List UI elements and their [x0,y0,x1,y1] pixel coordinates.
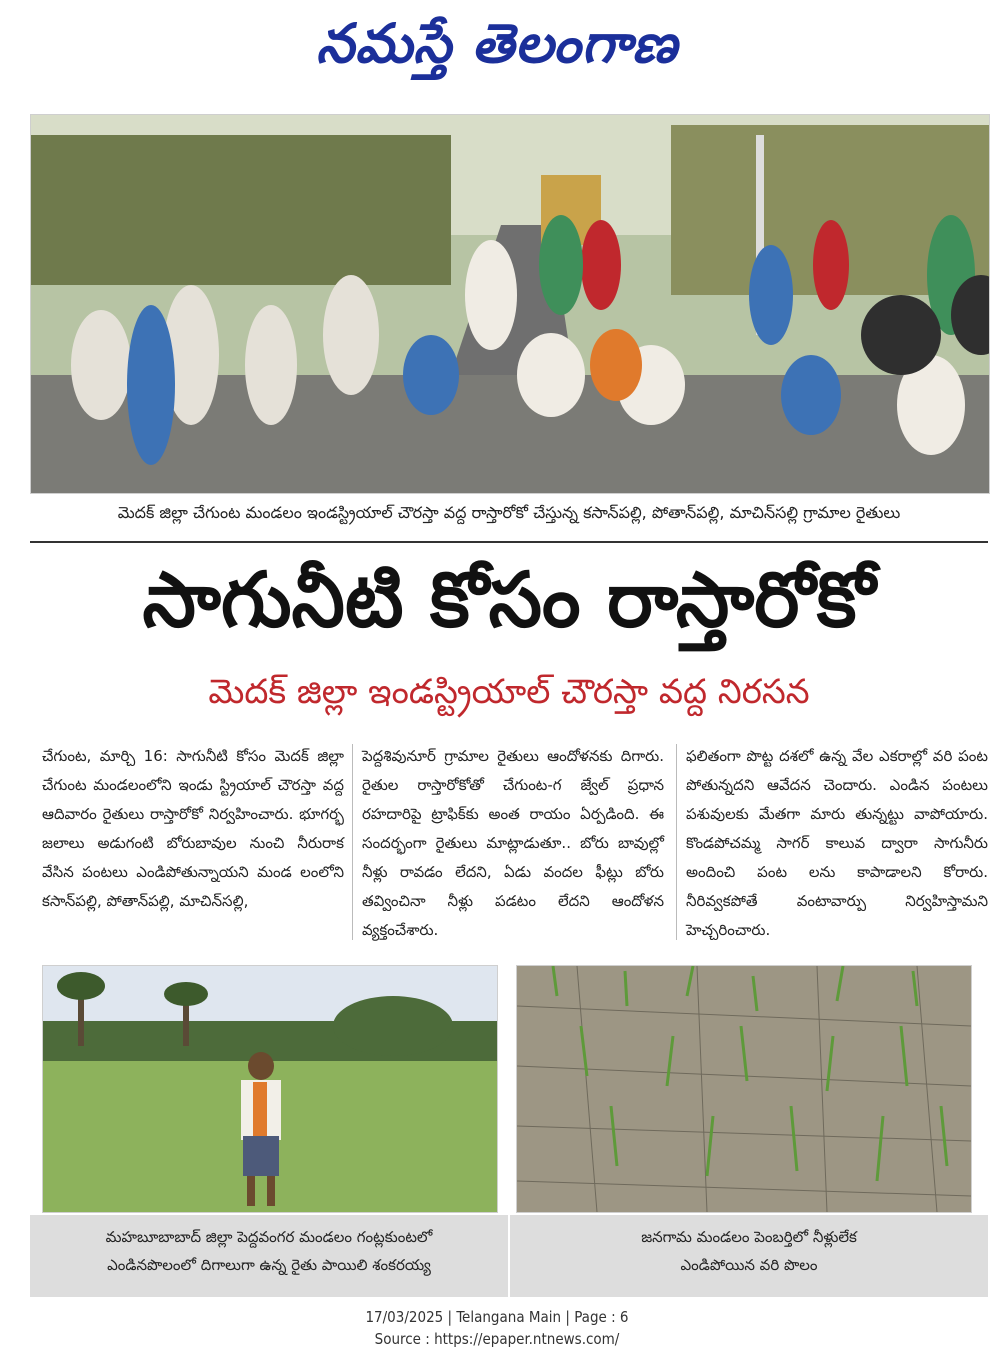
caption-line: ఎండినపొలంలో దిగాలుగా ఉన్న రైతు పాయిలి శంకరయ్య [107,1256,431,1274]
column-divider [676,744,677,940]
farmer-photo-caption [30,1215,508,1297]
dry-paddy-field-photo [516,965,972,1213]
edition-info: 17/03/2025 | Telangana Main | Page : 6 [365,1308,629,1326]
protest-photo [30,114,990,494]
caption-line: ఎండిపోయిన వరి పొలం [680,1256,818,1274]
caption-line: జనగామ మండలం పెంబర్తిలో నీళ్లులేక [641,1228,857,1246]
caption-line: మహబూబాబాద్ జిల్లా పెద్దవంగర మండలం గంట్లకుంటలో [105,1228,433,1246]
farmer-field-photo [42,965,498,1213]
section-divider [30,541,988,543]
masthead-logo: నమస్తే తెలంగాణ [316,11,678,75]
top-photo-caption: మెదక్ జిల్లా చేగుంట మండలం ఇండస్ట్రియాల్ చౌరస్తా వద్ద రాస్తారోకో చేస్తున్న కసాన్‌పల్లి, పోతాన్‌పల్లి, మాచిన్‌సల్లి గ్రామాల రైతులు [117,503,901,522]
article-column-3: ఫలితంగా పొట్ట దశలో ఉన్న వేల ఎకరాల్లో వరి పంట పోతున్నదని ఆవేదన చెందారు. ఎండిన పంటలు పశువులకు మేతగా మారు తున్నట్టు వాపోయారు. కొండపోచమ్మ సాగర్ కాలువ ద్వారా సాగునీరు అందించి పంట లను కాపాడాలని కోరారు. నీరివ్వకపోతే వంటావార్పు నిర్వహిస్తామని హెచ్చరించారు. [686,747,988,939]
article-column-1: చేగుంట, మార్చి 16: సాగునీటి కోసం మెదక్ జిల్లా చేగుంట మండలంలోని ఇండు స్ట్రియాల్ చౌరస్తా వద్ద ఆదివారం రైతులు రాస్తారోకో నిర్వహించారు. భూగర్భ జలాలు అడుగంటి బోరుబావుల నుంచి నీరురాక వేసిన పంటలు ఎండిపోతున్నాయని మండ లంలోని కసాన్‌పల్లి, పోతాన్‌పల్లి, మాచిన్‌సల్లి, [42,747,344,910]
article-headline: సాగునీటి కోసం రాస్తారోకో [142,555,876,644]
paddy-photo-caption [510,1215,988,1297]
article-column-2: పెద్దశివునూర్ గ్రామాల రైతులు ఆందోళనకు దిగారు. రైతుల రాస్తారోకోతో చేగుంట-గ జ్వేల్ ప్రధాన రహదారిపై ట్రాఫిక్‌కు అంత రాయం ఏర్పడింది. ఈ సందర్భంగా రైతులు మాట్లాడుతూ.. బోరు బావుల్లో నీళ్లు రావడం లేదని, ఏడు వందల ఫీట్లు బోరు తవ్వించినా నీళ్లు పడటం లేదని ఆందోళన వ్యక్తంచేశారు. [362,747,664,939]
source-link[interactable]: Source : https://epaper.ntnews.com/ [374,1330,620,1348]
column-divider [352,744,353,940]
article-subheadline: మెదక్ జిల్లా ఇండస్ట్రియాల్ చౌరస్తా వద్ద నిరసన [208,672,810,712]
